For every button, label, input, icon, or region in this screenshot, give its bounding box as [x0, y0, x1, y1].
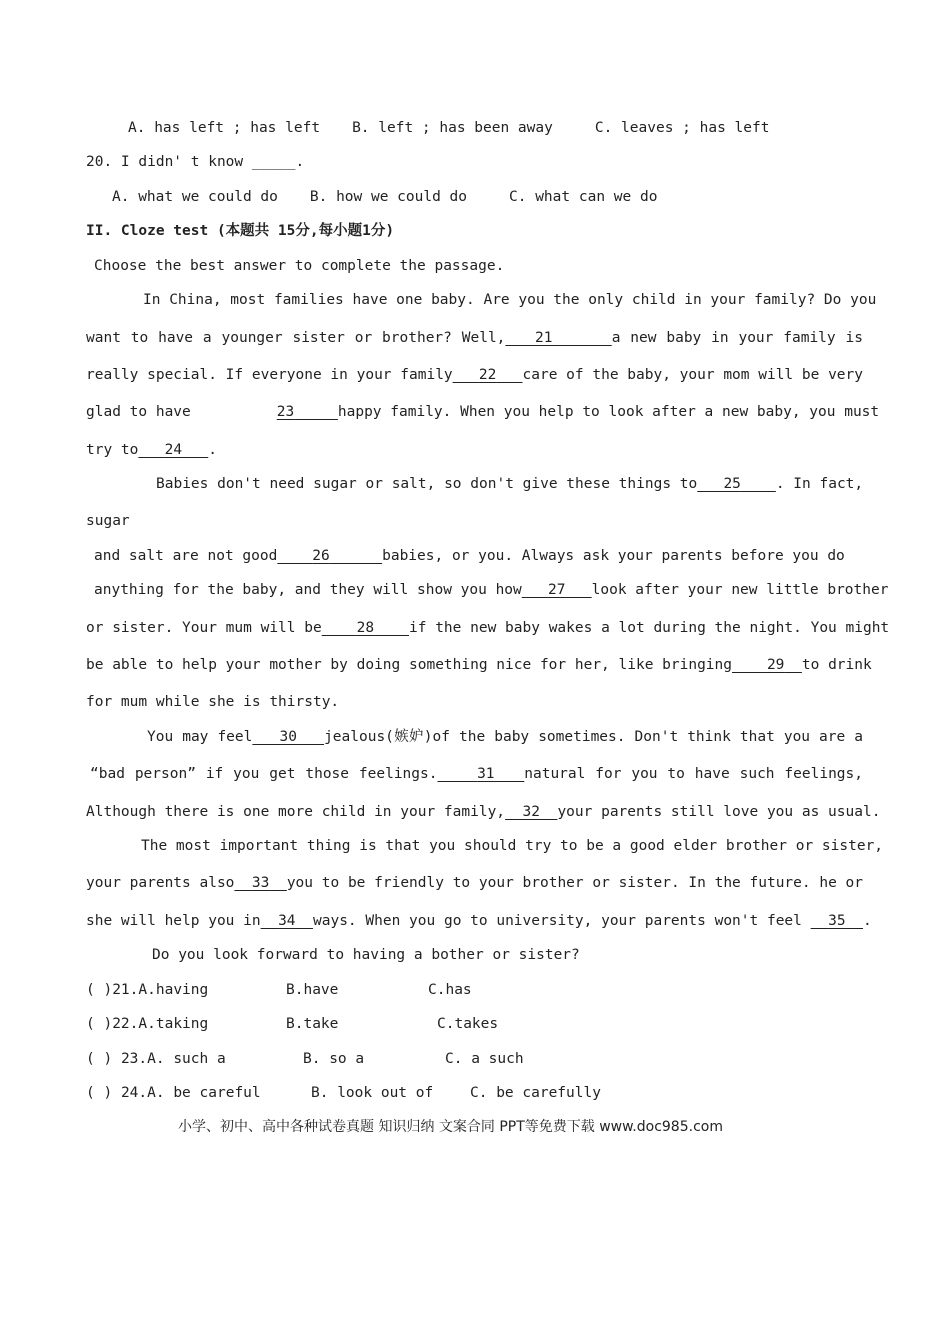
q20-stem: 20. I didn' t know _____. [86, 154, 305, 170]
passage-line: glad to have 23 happy family. When you help to look after a new baby, you must [86, 404, 880, 420]
passage-line: and salt are not good 26 babies, or you. Always ask your parents before you do [94, 548, 845, 564]
blank-34: 34 [278, 913, 296, 929]
blank-24: 24 [164, 442, 183, 458]
passage-line: want to have a younger sister or brother? Well, 21 a new baby in your family is [86, 330, 863, 346]
blank-33: 33 [251, 875, 270, 891]
blank-35: 35 [828, 913, 846, 929]
blank-26: 26 [312, 548, 330, 564]
passage-line: The most important thing is that you should try to be a good elder brother or sister, [141, 838, 884, 854]
passage-line: really special. If everyone in your family 22 care of the baby, your mom will be very [86, 367, 863, 383]
blank-28: 28 [356, 620, 375, 636]
q20-option-a: A. what we could do [112, 189, 278, 205]
q19-options [128, 118, 769, 138]
q19-option-c: C. leaves ; has left [594, 120, 770, 136]
question-23-option-c: C. a such [445, 1051, 524, 1067]
passage-line: she will help you in 34 ways. When you go to university, your parents won't feel 35 . [86, 913, 872, 929]
blank-21: 21 [535, 330, 553, 346]
blank-25: 25 [723, 476, 741, 492]
question-24-option-c: C. be carefully [470, 1085, 601, 1101]
passage-line: anything for the baby, and they will show you how 27 look after your new little brother [94, 582, 889, 598]
passage-line: be able to help your mother by doing something nice for her, like bringing 29 to drink [86, 657, 872, 673]
blank-27: 27 [547, 582, 566, 598]
passage-line: Do you look forward to having a bother or sister? [152, 947, 580, 963]
question-21-option-b: B.have [286, 982, 339, 998]
question-24-option-b: B. look out of [311, 1085, 434, 1101]
question-22-option-b: B.take [286, 1016, 339, 1032]
blank-30: 30 [279, 729, 297, 745]
question-21: ( )21.A.having [86, 982, 209, 998]
passage-line: your parents also 33 you to be friendly to your brother or sister. In the future. he or [86, 875, 864, 891]
question-22: ( )22.A.taking [86, 1016, 209, 1032]
passage-line: Babies don't need sugar or salt, so don't give these things to 25 . In fact, [156, 476, 864, 492]
question-21-option-c: C.has [428, 982, 472, 998]
passage-line: “bad person” if you get those feelings. 31 natural for you to have such feelings, [90, 766, 863, 782]
q20-options [112, 187, 657, 207]
question-23: ( ) 23.A. such a [86, 1051, 226, 1067]
blank-32: 32 [522, 804, 540, 820]
q19-option-a: A. has left ; has left [128, 120, 321, 136]
passage-line: Although there is one more child in your family, 32 your parents still love you as usual. [86, 804, 881, 820]
q19-option-b: B. left ; has been away [352, 120, 553, 136]
section-title: II. Cloze test (本题共 15分,每小题1分) [86, 223, 395, 239]
passage-line: sugar [86, 513, 130, 529]
question-23-option-b: B. so a [303, 1051, 365, 1067]
passage-line: or sister. Your mum will be 28 if the new baby wakes a lot during the night. You might [86, 620, 890, 636]
passage-line: You may feel 30 jealous(嫉妒)of the baby sometimes. Don't think that you are a [147, 729, 864, 745]
passage-line: for mum while she is thirsty. [86, 694, 340, 710]
blank-31: 31 [477, 766, 495, 782]
question-24: ( ) 24.A. be careful [86, 1085, 261, 1101]
q20-option-b: B. how we could do [309, 189, 468, 205]
q20-option-c: C. what can we do [509, 189, 658, 205]
passage-line: try to 24 . [86, 442, 217, 458]
blank-22: 22 [478, 367, 497, 383]
section-instruction: Choose the best answer to complete the passage. [94, 258, 505, 274]
blank-23: 23 [276, 404, 295, 420]
footer-text: 小学、初中、高中各种试卷真题 知识归纳 文案合同 PPT等免费下载 www.doc985.com [178, 1119, 723, 1135]
passage-line: In China, most families have one baby. Are you the only child in your family? Do you [143, 292, 877, 308]
blank-29: 29 [766, 657, 785, 673]
question-22-option-c: C.takes [437, 1016, 499, 1032]
